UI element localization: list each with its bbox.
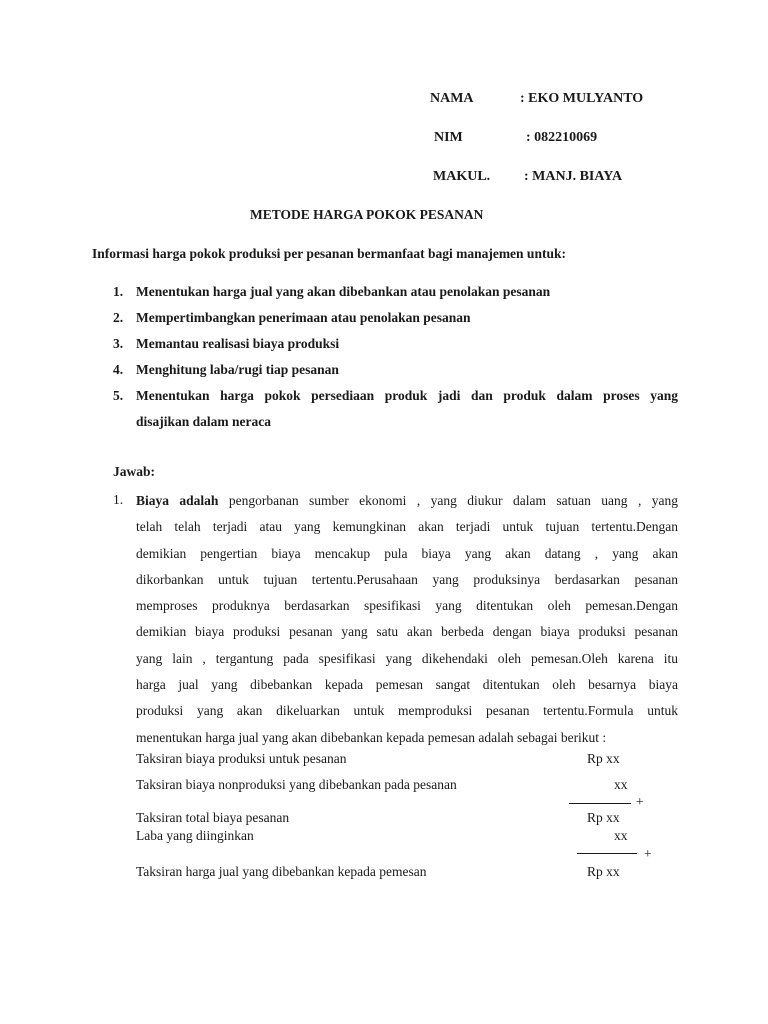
jawab-label: Jawab:: [113, 464, 156, 479]
list-item: Menghitung laba/rugi tiap pesanan: [136, 362, 339, 377]
answer-line: dikorbankan untuk tujuan tertentu.Perusahaan yang produksinya berdasarkan pesanan: [136, 571, 678, 587]
list-item: Memantau realisasi biaya produksi: [136, 336, 340, 351]
sum-line: [577, 853, 637, 854]
nama-value: : EKO MULYANTO: [520, 91, 644, 106]
formula-row3-label: Taksiran total biaya pesanan: [136, 810, 290, 825]
list-item-number: 4.: [113, 362, 124, 377]
answer-term: Biaya adalah: [136, 493, 219, 508]
list-item-continuation: disajikan dalam neraca: [136, 414, 272, 429]
makul-value: : MANJ. BIAYA: [524, 169, 623, 184]
answer-line: demikian biaya produksi pesanan yang satu akan berbeda dengan biaya produksi pesanan: [136, 624, 678, 640]
formula-row1-label: Taksiran biaya produksi untuk pesanan: [136, 751, 347, 766]
answer-paragraph: [136, 488, 678, 751]
answer-line: telah telah terjadi atau yang kemungkinan akan terjadi untuk tujuan tertentu.Dengan: [136, 519, 678, 535]
nim-value: : 082210069: [526, 130, 598, 145]
answer-line: pengorbanan sumber ekonomi , yang diukur dalam satuan uang , yang: [228, 493, 678, 508]
answer-line: yang lain , tergantung pada spesifikasi yang dikehendaki oleh pemesan.Oleh karena itu: [136, 650, 678, 666]
page-title: METODE HARGA POKOK PESANAN: [250, 207, 484, 222]
formula-row4-label: Laba yang diinginkan: [136, 828, 254, 843]
plus-sign: +: [644, 846, 652, 861]
list-item: Menentukan harga pokok persediaan produk jadi dan produk dalam proses yang: [136, 388, 678, 403]
formula-row3-value: Rp xx: [587, 810, 620, 825]
list-item-number: 5.: [113, 388, 124, 403]
intro-text: Informasi harga pokok produksi per pesanan bermanfaat bagi manajemen untuk:: [92, 246, 566, 261]
formula-row5-value: Rp xx: [587, 864, 620, 879]
nim-label: NIM: [434, 130, 463, 145]
formula-row1-value: Rp xx: [587, 751, 620, 766]
makul-label: MAKUL.: [433, 169, 491, 184]
answer-line: demikian pengertian biaya mencakup pula biaya yang akan datang , yang akan: [136, 545, 678, 561]
sum-line: [569, 803, 631, 804]
formula-row5-label: Taksiran harga jual yang dibebankan kepada pemesan: [136, 864, 427, 879]
list-item-number: 1.: [113, 284, 124, 299]
answer-number: 1.: [113, 492, 124, 507]
list-item-number: 2.: [113, 310, 124, 325]
formula-row4-value: xx: [614, 828, 628, 843]
list-item-number: 3.: [113, 336, 124, 351]
answer-line-first: [136, 488, 678, 514]
list-item: Menentukan harga jual yang akan dibebankan atau penolakan pesanan: [136, 284, 551, 299]
formula-row2-value: xx: [614, 777, 628, 792]
answer-line: memproses produknya berdasarkan spesifikasi yang ditentukan oleh pemesan.Dengan: [136, 598, 678, 614]
answer-line: menentukan harga jual yang akan dibebankan kepada pemesan adalah sebagai berikut :: [136, 729, 607, 745]
list-item: Mempertimbangkan penerimaan atau penolakan pesanan: [136, 310, 471, 325]
formula-row2-label: Taksiran biaya nonproduksi yang dibebankan pada pesanan: [136, 777, 457, 792]
nama-label: NAMA: [430, 91, 474, 106]
answer-line: produksi yang akan dikeluarkan untuk memproduksi pesanan tertentu.Formula untuk: [136, 703, 678, 719]
answer-line: harga jual yang dibebankan kepada pemesan sangat ditentukan oleh besarnya biaya: [136, 677, 678, 693]
plus-sign: +: [636, 794, 644, 809]
